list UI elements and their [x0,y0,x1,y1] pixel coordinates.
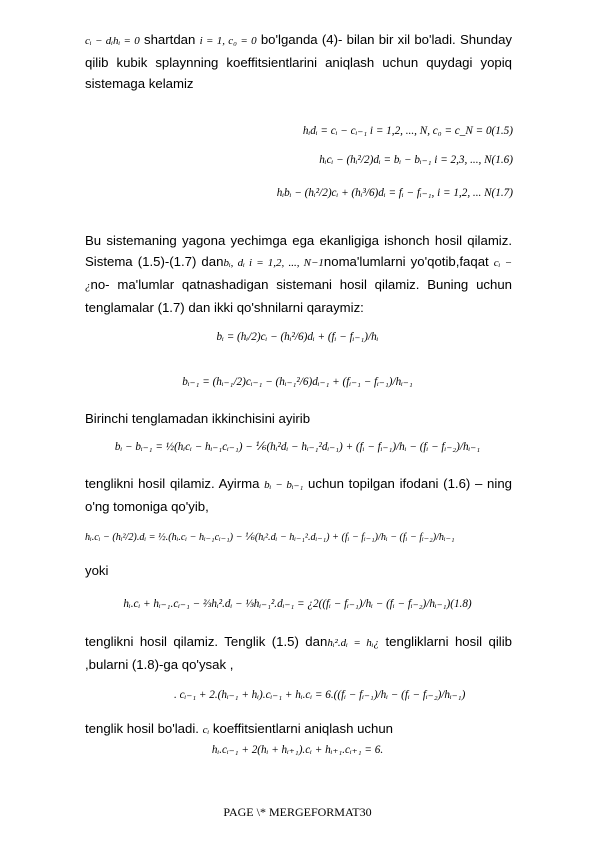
text-fragment: bo'lganda (4)- bilan bir xil bo'ladi. Shunday qilib kubik splaynning koeffitsientlarini aniqlash uchun quydagi yopiq sistemaga kelamiz [85,32,513,91]
equation-tridiagonal-1: . cᵢ₋₁ + 2.(hᵢ₋₁ + hᵢ).cᵢ₋₁ + hᵢ.cᵢ = 6.((fᵢ − fᵢ₋₁)/hᵢ − (fᵢ − fᵢ₋₂)/hᵢ₋₁) [174,689,466,701]
text-fragment: tenglik hosil bo'ladi. [85,721,203,736]
equation-bi: bᵢ = (hᵢ/2)cᵢ − (hᵢ²/6)dᵢ + (fᵢ − fᵢ₋₁)/hᵢ [216,331,379,343]
text-fragment: shartdan [139,32,200,47]
inline-formula-index: i = 1, c₀ = 0 [199,35,257,47]
text-fragment: noma'lumlarni yo'qotib,faqat [323,254,494,269]
inline-formula-unknowns: bᵢ, dᵢ i = 1,2, ..., N−1 [223,257,324,269]
equation-difference: bᵢ − bᵢ₋₁ = ½(hᵢcᵢ − hᵢ₋₁cᵢ₋₁) − ⅙(hᵢ²dᵢ − hᵢ₋₁²dᵢ₋₁) + (fᵢ − fᵢ₋₁)/hᵢ − (fᵢ − fᵢ₋₂)/hᵢ₋₁ [114,441,481,453]
text-fragment: uchun topilgan ifodani (1.6) – ning o'ng tomoniga qo'yib, [85,476,512,514]
paragraph-intro [85,29,512,94]
inline-formula-ci: cᵢ − ¿ [85,257,512,292]
paragraph-yoki: yoki [85,563,109,578]
text-fragment: tenglikni hosil qilamiz. Ayirma [85,476,265,491]
inline-formula-hd: hᵢ².dᵢ = hᵢ¿ [327,637,380,649]
text-fragment: Bu sistemaning yagona yechimga ega ekanligiga ishonch hosil qilamiz. Sistema (1.5)-(1.7) dan [85,233,512,269]
equation-1-5: hᵢdᵢ = cᵢ − cᵢ₋₁ i = 1,2, ..., N, c₀ = c_N = 0(1.5) [302,125,513,137]
paragraph-coefficients [85,718,512,741]
inline-formula-condition: cᵢ − dᵢhᵢ = 0 [85,35,140,47]
paragraph-subtract: Birinchi tenglamadan ikkinchisini ayirib [85,411,311,426]
equation-1-8: hᵢ.cᵢ + hᵢ₋₁.cᵢ₋₁ − ⅔hᵢ².dᵢ − ⅓hᵢ₋₁².dᵢ₋₁ = ¿2((fᵢ − fᵢ₋₁)/hᵢ − (fᵢ − fᵢ₋₂)/hᵢ₋₁)(1.8) [123,598,472,610]
text-fragment: tenglikni hosil qilamiz. Tenglik (1.5) dan [85,634,328,649]
text-fragment: koeffitsientlarni aniqlash uchun [209,721,394,736]
equation-tridiagonal-2: hᵢ.cᵢ₋₁ + 2(hᵢ + hᵢ₊₁).cᵢ + hᵢ₊₁.cᵢ₊₁ = 6. [211,744,384,756]
inline-formula-ci: cᵢ [202,724,210,736]
equation-1-6: hᵢcᵢ − (hᵢ²/2)dᵢ = bᵢ − bᵢ₋₁ i = 2,3, ..., N(1.6) [319,154,513,166]
paragraph-tenglik [85,631,512,675]
equation-1-7: hᵢbᵢ − (hᵢ²/2)cᵢ + (hᵢ³/6)dᵢ = fᵢ − fᵢ₋₁, i = 1,2, ... N(1.7) [276,187,513,199]
text-fragment: no- ma'lumlar qatnashadigan sistemani hosil qilamiz. Buning uchun tenglamalar (1.7) dan ikki qo'shnilarni qaraymiz: [85,277,512,315]
equation-bi-minus-1: bᵢ₋₁ = (hᵢ₋₁/2)cᵢ₋₁ − (hᵢ₋₁²/6)dᵢ₋₁ + (fᵢ₋₁ − fᵢ₋₁)/hᵢ₋₁ [182,376,413,388]
equation-substituted: hᵢ.cᵢ − (hᵢ²/2).dᵢ = ½.(hᵢ.cᵢ − hᵢ₋₁cᵢ₋₁) − ⅙(hᵢ².dᵢ − hᵢ₋₁².dᵢ₋₁) + (fᵢ − fᵢ₋₁)/hᵢ − (fᵢ − fᵢ₋₂)/hᵢ₋₁ [85,532,455,543]
paragraph-system [85,230,512,318]
text-fragment: tengliklarni hosil qilib ,bularni (1.8)-ga qo'ysak , [85,634,512,672]
page-footer: PAGE \* MERGEFORMAT30 [223,805,372,819]
inline-formula-bdiff: bᵢ − bᵢ₋₁ [264,479,304,491]
paragraph-substitute [85,473,512,517]
